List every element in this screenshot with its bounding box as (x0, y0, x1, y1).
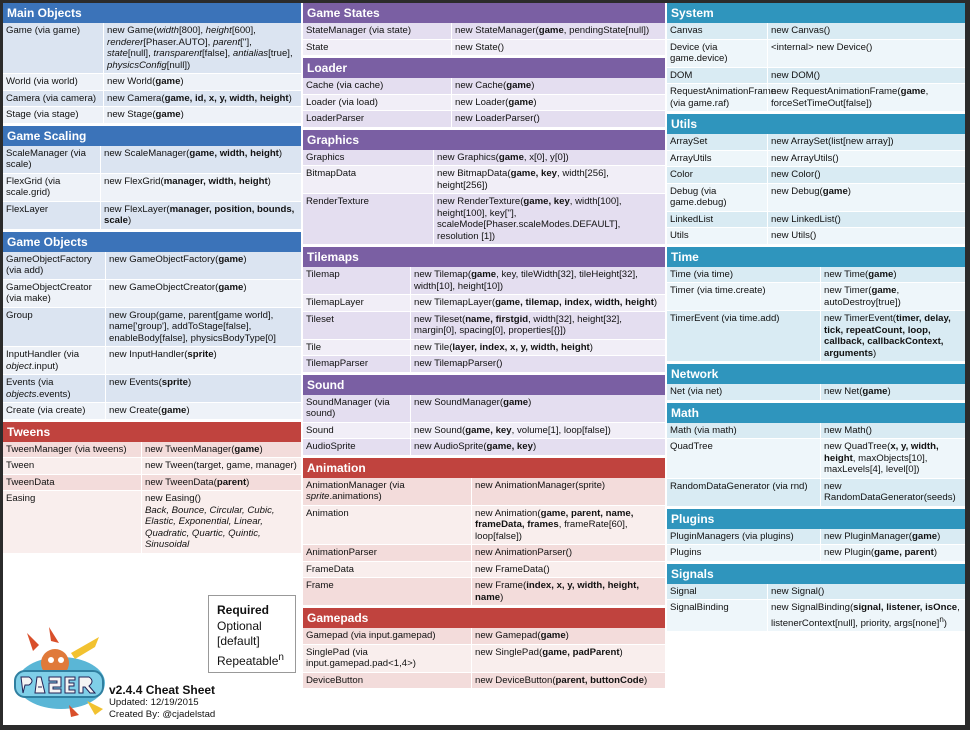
section-title: Tilemaps (303, 247, 665, 267)
constructor-cell: new SoundManager(game) (410, 395, 665, 422)
section-rows (667, 267, 965, 363)
class-name-cell: Easing (6, 493, 36, 504)
class-name-cell: TilemapLayer (306, 297, 364, 308)
constructor-cell: new Stage(game) (103, 107, 301, 123)
legend-repeatable: Repeatable$^n$ (217, 651, 284, 668)
constructor-cell: new Animation(game, parent, name, frameData, frames, frameRate[60], loop[false]) (471, 506, 665, 545)
section-tilemaps (303, 247, 665, 373)
table-row (303, 78, 665, 95)
class-name-cell: ArrayUtils (670, 152, 712, 164)
constructor-cell: new Tilemap(game, key, tileWidth[32], tileHeight[32], width[10], height[10]) (410, 267, 665, 294)
table-row (667, 384, 965, 401)
constructor-cell: new Debug(game) (767, 184, 965, 211)
table-row (303, 423, 665, 440)
section-title: Loader (303, 58, 665, 78)
section-sound (303, 375, 665, 456)
table-row (303, 395, 665, 423)
constructor-cell: new ArraySet(list[new array]) (767, 134, 965, 150)
section-gamepads (303, 608, 665, 689)
class-name-cell: Sound (306, 424, 334, 436)
table-row (667, 439, 965, 479)
section-title: Network (667, 364, 965, 384)
constructor-cell: new State() (451, 40, 665, 56)
constructor-cell: new TweenData(parent) (141, 475, 301, 491)
constructor-cell: new Time(game) (820, 267, 965, 283)
constructor-cell: new DeviceButton(parent, buttonCode) (471, 673, 665, 689)
constructor-cell: new TilemapParser() (410, 356, 665, 372)
table-row (3, 442, 301, 459)
section-rows (667, 529, 965, 562)
class-name-cell: SinglePad (via input.gamepad.pad<1,4>) (306, 646, 416, 669)
constructor-cell: new LinkedList() (767, 212, 965, 228)
class-name-cell: StateManager (via state) (306, 25, 412, 36)
class-name-cell: PluginManagers (via plugins) (670, 530, 794, 542)
constructor-cell: new FlexGrid(manager, width, height) (100, 174, 301, 201)
section-loader (303, 58, 665, 128)
table-row (303, 628, 665, 645)
table-row (667, 167, 965, 184)
class-name-cell: LoaderParser (306, 113, 365, 124)
phaser-logo-icon (9, 625, 107, 721)
class-name-cell: ArraySet (670, 136, 708, 147)
table-row (667, 184, 965, 212)
class-name-cell: FlexGrid (via scale.grid) (6, 175, 61, 198)
section-rows (3, 442, 301, 554)
constructor-cell: new Cache(game) (451, 78, 665, 94)
footer-updated: Updated: 12/19/2015 (109, 697, 199, 708)
section-rows (3, 23, 301, 124)
class-name-cell: FlexLayer (6, 203, 49, 215)
class-name-cell: Math (via math) (670, 424, 737, 436)
constructor-cell: new Plugin(game, parent) (820, 545, 965, 561)
section-title: Game States (303, 3, 665, 23)
section-rows (667, 23, 965, 112)
constructor-cell: new ArrayUtils() (767, 151, 965, 167)
section-rows (303, 23, 665, 56)
class-name-cell: Camera (via camera) (6, 92, 97, 104)
section-rows (3, 252, 301, 420)
class-name-cell: World (via world) (6, 76, 78, 87)
class-name-cell: Create (via create) (6, 405, 86, 416)
section-title: Game Scaling (3, 126, 301, 146)
class-name-cell: Frame (306, 580, 334, 591)
table-row (667, 84, 965, 112)
table-row (667, 311, 965, 362)
section-title: Time (667, 247, 965, 267)
section-system (667, 3, 965, 112)
class-name-cell: GameObjectFactory (via add) (6, 253, 92, 276)
constructor-cell: new RenderTexture(game, key, width[100], height[100], key[''], scaleMode[Phaser.scaleModes.DEFAULT], resolution [1]) (433, 194, 665, 244)
table-row (667, 600, 965, 632)
constructor-cell: new PluginManager(game) (820, 529, 965, 545)
class-name-cell: Color (670, 169, 693, 180)
table-row (303, 111, 665, 128)
table-row (667, 228, 965, 245)
table-row (667, 479, 965, 507)
constructor-cell: new AnimationParser() (471, 545, 665, 561)
table-row (667, 423, 965, 440)
table-row (303, 439, 665, 456)
class-name-cell: Gamepad (via input.gamepad) (306, 630, 436, 641)
section-rows (303, 150, 665, 246)
table-row (303, 23, 665, 40)
section-animation (303, 458, 665, 607)
legend-required: Required (217, 603, 270, 617)
class-name-cell: InputHandler (via object.input) (6, 349, 80, 372)
class-name-cell: QuadTree (670, 441, 713, 452)
class-name-cell: GameObjectCreator (via make) (6, 281, 92, 304)
table-row (3, 458, 301, 475)
class-name-cell: RandomDataGenerator (via rnd) (670, 480, 808, 492)
table-row (303, 312, 665, 340)
constructor-cell: new ScaleManager(game, width, height) (100, 146, 301, 173)
class-name-cell: AnimationManager (via sprite.animations) (306, 479, 405, 502)
section-rows (667, 134, 965, 245)
constructor-cell: new Frame(index, x, y, width, height, name) (471, 578, 665, 605)
class-name-cell: Net (via net) (670, 386, 723, 397)
constructor-cell: new Group(game, parent[game world], name['group'], addToStage[false], enableBody[false], physicsBodyType[0] (105, 308, 301, 347)
table-row (303, 673, 665, 690)
column-1 (3, 3, 301, 556)
table-row (3, 107, 301, 124)
table-row (667, 267, 965, 284)
class-name-cell: Time (via time) (670, 268, 734, 280)
table-row (667, 584, 965, 601)
section-tweens (3, 422, 301, 554)
constructor-cell: new Math() (820, 423, 965, 439)
class-name-cell: Plugins (670, 547, 702, 558)
class-name-cell: Tilemap (306, 269, 340, 280)
class-name-cell: Tween (6, 460, 35, 471)
section-math (667, 403, 965, 507)
table-row (3, 491, 301, 554)
section-title: Game Objects (3, 232, 301, 252)
table-row (3, 146, 301, 174)
section-title: Signals (667, 564, 965, 584)
constructor-cell: new QuadTree(x, y, width, height, maxObjects[10], maxLevels[4], level[0]) (820, 439, 965, 478)
section-rows (303, 478, 665, 607)
table-row (303, 150, 665, 167)
class-name-cell: Tileset (306, 313, 334, 325)
class-name-cell: Graphics (306, 151, 345, 163)
table-row (303, 166, 665, 194)
legend-box (208, 595, 296, 673)
section-title: Plugins (667, 509, 965, 529)
table-row (303, 40, 665, 57)
constructor-cell: new Create(game) (105, 403, 301, 419)
constructor-cell: new World(game) (103, 74, 301, 90)
table-row (303, 478, 665, 506)
table-row (3, 375, 301, 403)
constructor-cell: new AudioSprite(game, key) (410, 439, 665, 455)
table-row (303, 356, 665, 373)
class-name-cell: ScaleManager (via scale) (6, 147, 86, 170)
constructor-cell: new GameObjectFactory(game) (105, 252, 301, 279)
constructor-cell: new AnimationManager(sprite) (471, 478, 665, 505)
constructor-cell: new GameObjectCreator(game) (105, 280, 301, 307)
table-row (303, 545, 665, 562)
table-row (667, 151, 965, 168)
class-name-cell: SignalBinding (670, 602, 729, 613)
section-rows (667, 584, 965, 633)
section-title: Math (667, 403, 965, 423)
constructor-cell: new RandomDataGenerator(seeds) (820, 479, 965, 506)
class-name-cell: AnimationParser (306, 547, 377, 558)
constructor-cell: new TilemapLayer(game, tilemap, index, width, height) (410, 295, 665, 311)
column-3 (667, 3, 965, 634)
section-rows (303, 395, 665, 456)
constructor-cell: new InputHandler(sprite) (105, 347, 301, 374)
section-title: Graphics (303, 130, 665, 150)
class-name-cell: Timer (via time.create) (670, 285, 766, 296)
footer-title: v2.4.4 Cheat Sheet (109, 683, 216, 697)
constructor-cell: new FrameData() (471, 562, 665, 578)
section-time (667, 247, 965, 363)
constructor-cell: new Tween(target, game, manager) (141, 458, 301, 474)
section-network (667, 364, 965, 401)
section-title: Utils (667, 114, 965, 134)
constructor-cell: new Gamepad(game) (471, 628, 665, 644)
class-name-cell: Debug (via game.debug) (670, 185, 727, 208)
constructor-cell: new Net(game) (820, 384, 965, 400)
table-row (303, 506, 665, 546)
constructor-cell: new TimerEvent(timer, delay, tick, repeatCount, loop, callback, callbackContext, arguments) (820, 311, 965, 361)
class-name-cell: TweenManager (via tweens) (6, 443, 127, 455)
section-title: Animation (303, 458, 665, 478)
constructor-cell: new TweenManager(game) (141, 442, 301, 458)
class-name-cell: Device (via game.device) (670, 41, 728, 64)
constructor-cell: new Utils() (767, 228, 965, 244)
cheat-sheet-page (3, 3, 965, 725)
class-name-cell: Tile (306, 341, 322, 353)
constructor-cell: new Color() (767, 167, 965, 183)
table-row (303, 645, 665, 673)
class-name-cell: Group (6, 309, 33, 321)
class-name-cell: DeviceButton (306, 674, 364, 686)
class-name-cell: Utils (670, 230, 689, 241)
constructor-cell: new Timer(game, autoDestroy[true]) (820, 283, 965, 310)
constructor-cell: new DOM() (767, 68, 965, 84)
legend-optional: Optional (217, 618, 262, 633)
class-name-cell: DOM (670, 69, 693, 81)
table-row (303, 340, 665, 357)
class-name-cell: TilemapParser (306, 358, 369, 369)
section-rows (3, 146, 301, 230)
section-game-scaling (3, 126, 301, 230)
table-row (3, 403, 301, 420)
class-name-cell: FrameData (306, 563, 354, 575)
section-graphics (303, 130, 665, 246)
class-name-cell: Stage (via stage) (6, 109, 79, 120)
class-name-cell: TweenData (6, 476, 55, 488)
table-row (3, 252, 301, 280)
constructor-cell: new BitmapData(game, key, width[256], height[256]) (433, 166, 665, 193)
class-name-cell: State (306, 41, 329, 53)
table-row (3, 202, 301, 230)
table-row (667, 40, 965, 68)
constructor-cell: new Sound(game, key, volume[1], loop[false]) (410, 423, 665, 439)
table-row (667, 68, 965, 85)
table-row (3, 74, 301, 91)
table-row (303, 562, 665, 579)
footer-created: Created By: @cjadelstad (109, 709, 216, 720)
section-rows (667, 423, 965, 507)
class-name-cell: LinkedList (670, 213, 714, 225)
table-row (3, 91, 301, 108)
section-rows (667, 384, 965, 401)
class-name-cell: Cache (via cache) (306, 80, 384, 91)
class-name-cell: RenderTexture (306, 196, 369, 207)
table-row (3, 475, 301, 492)
constructor-cell: new Game(width[800], height[600], renderer[Phaser.AUTO], parent[''], state[null], transparent[false], antialias[true], physicsConfig[null]) (103, 23, 301, 73)
class-name-cell: RequestAnimationFrame (via game.raf) (670, 86, 777, 109)
table-row (303, 194, 665, 245)
table-row (303, 295, 665, 312)
class-name-cell: Signal (670, 585, 697, 597)
constructor-cell: new RequestAnimationFrame(game, forceSetTimeOut[false]) (767, 84, 965, 111)
table-row (3, 174, 301, 202)
constructor-cell: new Signal() (767, 584, 965, 600)
constructor-cell: new Easing() Back, Bounce, Circular, Cubic, Elastic, Exponential, Linear, Quadratic, Quartic, Quintic, Sinusoidal (141, 491, 301, 553)
section-title: Sound (303, 375, 665, 395)
constructor-cell: new FlexLayer(manager, position, bounds, scale) (100, 202, 301, 229)
constructor-cell: new LoaderParser() (451, 111, 665, 127)
table-row (667, 545, 965, 562)
class-name-cell: SoundManager (via sound) (306, 396, 390, 419)
constructor-cell: new Tile(layer, index, x, y, width, height) (410, 340, 665, 356)
table-row (3, 23, 301, 74)
class-name-cell: Loader (via load) (306, 96, 378, 108)
table-row (667, 134, 965, 151)
constructor-cell: new SignalBinding(signal, listener, isOnce, listenerContext[null], priority, args[none]$^n$) (767, 600, 965, 631)
constructor-cell: new SinglePad(game, padParent) (471, 645, 665, 672)
table-row (667, 23, 965, 40)
section-rows (303, 78, 665, 128)
column-2 (303, 3, 665, 691)
section-title: System (667, 3, 965, 23)
class-name-cell: Game (via game) (6, 25, 81, 36)
constructor-cell: new Canvas() (767, 23, 965, 39)
class-name-cell: BitmapData (306, 168, 357, 179)
table-row (3, 347, 301, 375)
section-title: Main Objects (3, 3, 301, 23)
table-row (3, 280, 301, 308)
section-game-states (303, 3, 665, 56)
table-row (667, 529, 965, 546)
constructor-cell: new Tileset(name, firstgid, width[32], height[32], margin[0], spacing[0], properties[{}]) (410, 312, 665, 339)
table-row (303, 267, 665, 295)
section-rows (303, 267, 665, 373)
class-name-cell: Animation (306, 507, 349, 519)
legend-default: [default] (217, 634, 260, 648)
section-game-objects (3, 232, 301, 420)
class-name-cell: Canvas (670, 25, 703, 36)
section-title: Gamepads (303, 608, 665, 628)
table-row (303, 95, 665, 112)
constructor-cell: <internal> new Device() (767, 40, 965, 67)
section-main-objects (3, 3, 301, 124)
table-row (3, 308, 301, 348)
table-row (667, 283, 965, 311)
section-rows (303, 628, 665, 689)
class-name-cell: Events (via objects.events) (6, 377, 71, 400)
constructor-cell: new Graphics(game, x[0], y[0]) (433, 150, 665, 166)
section-utils (667, 114, 965, 245)
footer (109, 683, 304, 721)
section-signals (667, 564, 965, 633)
constructor-cell: new Camera(game, id, x, y, width, height) (103, 91, 301, 107)
class-name-cell: TimerEvent (via time.add) (670, 313, 780, 324)
class-name-cell: AudioSprite (306, 441, 356, 452)
section-plugins (667, 509, 965, 562)
constructor-cell: new StateManager(game, pendingState[null]) (451, 23, 665, 39)
constructor-cell: new Events(sprite) (105, 375, 301, 402)
section-title: Tweens (3, 422, 301, 442)
table-row (303, 578, 665, 606)
table-row (667, 212, 965, 229)
constructor-cell: new Loader(game) (451, 95, 665, 111)
